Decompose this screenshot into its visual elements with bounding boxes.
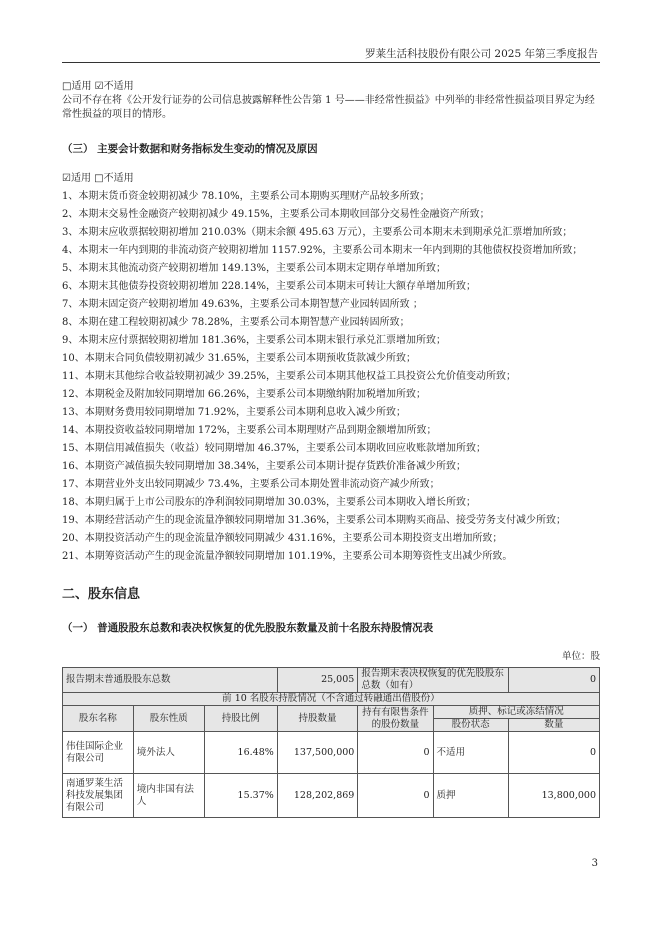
header-restricted: 持有有限售条件的股份数量: [358, 706, 433, 732]
cell-ratio: 16.48%: [204, 732, 277, 774]
cell-ratio: 15.37%: [204, 774, 277, 818]
list-item: 2、本期末交易性金融资产较期初减少 49.15%，主要系公司本期收回部分交易性金融资产所致；: [62, 209, 490, 220]
table-row: [63, 668, 600, 693]
list-item: 3、本期末应收票据较期初增加 210.03%（期末余额 495.63 万元），主要系公司本期末未到期承兑汇票增加所致；: [62, 227, 573, 238]
cell-name: 南通罗莱生活科技发展集团有限公司: [63, 774, 134, 818]
table-row: [63, 774, 600, 818]
list-item: 11、本期末其他综合收益较期初减少 39.25%，主要系公司本期其他权益工具投资公允价值变动所致；: [62, 371, 517, 382]
section-2-title: 二、股东信息: [62, 587, 141, 602]
list-item: 12、本期税金及附加较同期增加 66.26%，主要系公司本期缴纳附加税增加所致；: [62, 389, 427, 400]
unit-label: 单位：股: [561, 651, 600, 662]
shareholder-table: [62, 667, 600, 818]
page-number: 3: [591, 858, 598, 869]
preferred-shareholders-value: 0: [508, 668, 599, 693]
header-name: 股东名称: [63, 706, 134, 732]
header-status: 股份状态: [433, 719, 508, 732]
table-row: [63, 693, 600, 706]
list-item: 20、本期投资活动产生的现金流量净额较同期减少 431.16%，主要系公司本期投资支出增加所致；: [62, 533, 503, 544]
cell-nature: 境外法人: [133, 732, 204, 774]
list-item: 17、本期营业外支出较同期减少 73.4%，主要系公司本期处置非流动资产减少所致；: [62, 479, 440, 490]
list-item: 5、本期末其他流动资产较期初增加 149.13%，主要系公司本期末定期存单增加所致；: [62, 263, 447, 274]
list-item: 16、本期资产减值损失较同期增加 38.34%，主要系公司本期计提存货跌价准备减少所致；: [62, 461, 467, 472]
cell-count: 0: [508, 732, 599, 774]
subsection-1-title: （一） 普通股股东总数和表决权恢复的优先股股东数量及前十名股东持股情况表: [62, 622, 434, 634]
total-shareholders-value: 25,005: [277, 668, 358, 693]
header-nature: 股东性质: [133, 706, 204, 732]
total-shareholders-label: 报告期末普通股股东总数: [63, 668, 278, 693]
page-header: 罗莱生活科技股份有限公司 2025 年第三季度报告: [365, 48, 598, 60]
applicable-checkbox-1: □适用 ☑不适用: [62, 81, 134, 92]
list-item: 1、本期末货币资金较期初减少 78.10%，主要系公司本期购买理财产品较多所致；: [62, 191, 430, 202]
header-ratio: 持股比例: [204, 706, 277, 732]
preferred-shareholders-label: 报告期末表决权恢复的优先股股东总数（如有）: [358, 668, 508, 693]
section-3-title: （三） 主要会计数据和财务指标发生变动的情况及原因: [62, 143, 318, 155]
table-header-row: [63, 706, 600, 719]
list-item: 4、本期末一年内到期的非流动资产较期初增加 1157.92%，主要系公司本期末一年内到期的其他债权投资增加所致；: [62, 245, 583, 256]
table-row: [63, 732, 600, 774]
header-pledge-group: 质押、标记或冻结情况: [433, 706, 600, 719]
cell-restricted: 0: [358, 774, 433, 818]
top10-caption: 前 10 名股东持股情况（不含通过转融通出借股份）: [63, 693, 600, 706]
applicable-checkbox-2: ☑适用 □不适用: [62, 173, 134, 184]
list-item: 15、本期信用减值损失（收益）较同期增加 46.37%，主要系公司本期收回应收账款增加所致；: [62, 443, 487, 454]
list-item: 18、本期归属于上市公司股东的净利润较同期增加 30.03%，主要系公司本期收入增长所致；: [62, 497, 477, 508]
cell-name: 伟佳国际企业有限公司: [63, 732, 134, 774]
list-item: 8、本期在建工程较期初减少 78.28%，主要系公司本期智慧产业园转固所致；: [62, 317, 410, 328]
list-item: 19、本期经营活动产生的现金流量净额较同期增加 31.36%，主要系公司本期购买商品、接受劳务支付减少所致；: [62, 515, 567, 526]
header-qty: 持股数量: [277, 706, 358, 732]
header-count: 数量: [508, 719, 599, 732]
page-content: [62, 80, 600, 818]
nonrecurring-note: 公司不存在将《公开发行证券的公司信息披露解释性公告第 1 号——非经常性损益》中列举的非经常性损益项目界定为经常性损益的项目的情形。: [62, 95, 595, 120]
list-item: 9、本期末应付票据较期初增加 181.36%，主要系公司本期末银行承兑汇票增加所致；: [62, 335, 447, 346]
cell-nature: 境内非国有法人: [133, 774, 204, 818]
cell-status: 不适用: [433, 732, 508, 774]
list-item: 14、本期投资收益较同期增加 172%，主要系公司本期理财产品到期金额增加所致；: [62, 425, 437, 436]
cell-qty: 128,202,869: [277, 774, 358, 818]
list-item: 6、本期末其他债券投资较期初增加 228.14%，主要系公司本期末可转让大额存单增加所致；: [62, 281, 477, 292]
cell-count: 13,800,000: [508, 774, 599, 818]
cell-qty: 137,500,000: [277, 732, 358, 774]
header-divider: [62, 62, 600, 63]
changes-list: [62, 190, 600, 564]
cell-restricted: 0: [358, 732, 433, 774]
list-item: 21、本期筹资活动产生的现金流量净额较同期增加 101.19%，主要系公司本期筹资性支出减少所致。: [62, 551, 513, 562]
list-item: 10、本期末合同负债较期初减少 31.65%，主要系公司本期预收货款减少所致；: [62, 353, 417, 364]
cell-status: 质押: [433, 774, 508, 818]
list-item: 13、本期财务费用较同期增加 71.92%，主要系公司本期利息收入减少所致；: [62, 407, 407, 418]
list-item: 7、本期末固定资产较期初增加 49.63%，主要系公司本期智慧产业园转固所致 ；: [62, 299, 423, 310]
